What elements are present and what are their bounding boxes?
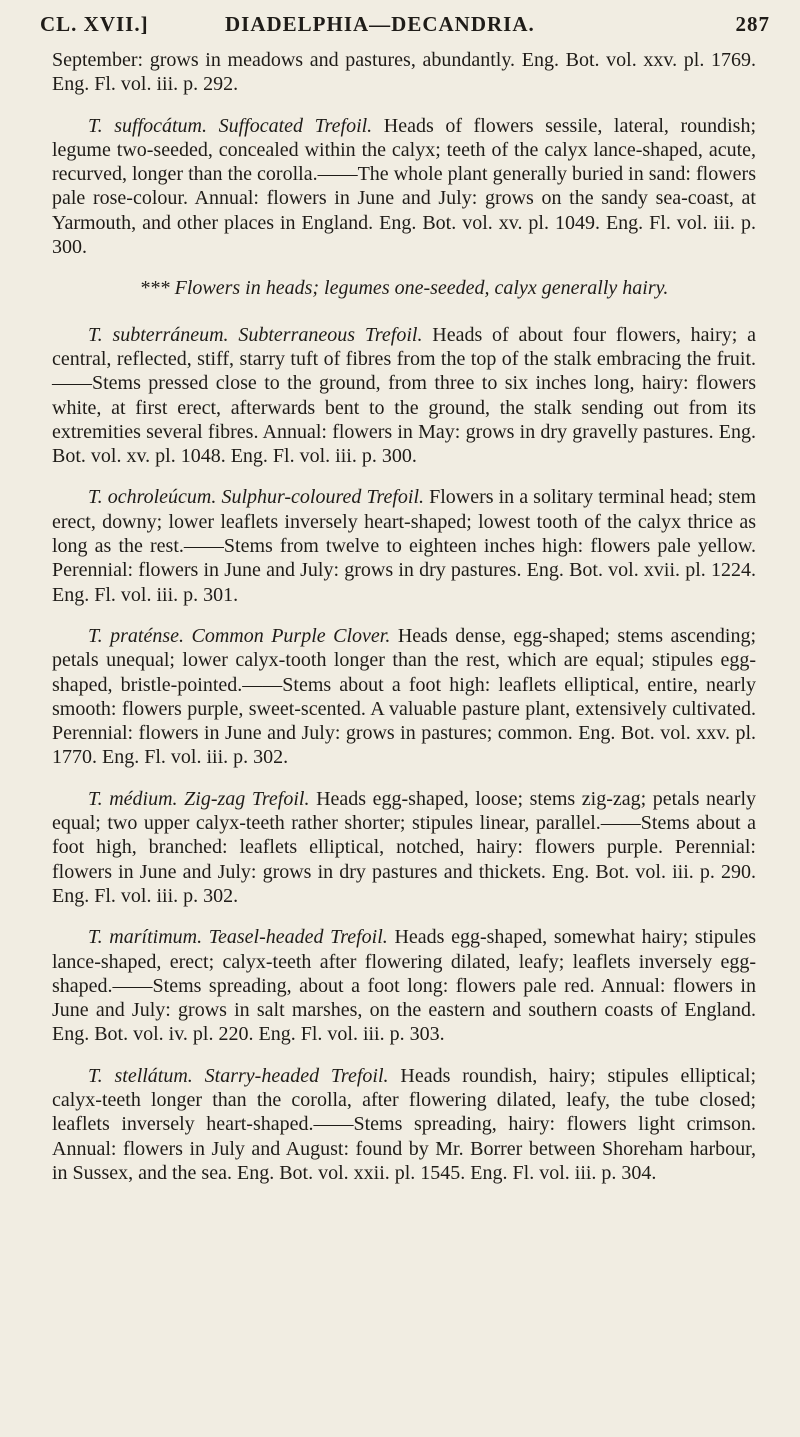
species-name: T. médium. <box>88 787 178 810</box>
description: Flowers in a solitary terminal head; stem erect, downy; lower leaflets inversely heart-shaped; lowest tooth of the calyx thrice as long as the rest.——Stems from twelve to eighteen inches high: flowers pale yellow. Perennial: flowers in June and July: grows in dry pastures. Eng. Bot. vol. xvii. pl. 1224. Eng. Fl. vol. iii. p. 301. <box>52 486 757 606</box>
entry-ochroleucum <box>52 485 756 606</box>
divider-text: *** Flowers in heads; legumes one-seeded, calyx generally hairy. <box>139 277 669 300</box>
paragraph-intro <box>52 48 756 97</box>
common-name: Suffocated Trefoil. <box>218 114 373 137</box>
description: Heads egg-shaped, loose; stems zig-zag; petals nearly equal; two upper calyx-teeth rather shorter; stipules linear, parallel.——Stems about a foot high, branched: leaflets elliptical, notched, hairy: flowers purple. Perennial: flowers in June and July: grows in dry pastures and thickets. Eng. Bot. vol. iii. p. 290. Eng. Fl. vol. iii. p. 302. <box>52 787 756 907</box>
entry-pratense <box>52 624 756 770</box>
section-divider <box>52 276 756 300</box>
entry-medium <box>52 787 756 908</box>
common-name: Starry-headed Trefoil. <box>204 1064 389 1087</box>
species-name: T. ochroleúcum. <box>88 486 217 509</box>
description: Heads egg-shaped, somewhat hairy; stipules lance-shaped, erect; calyx-teeth after flowering dilated, leafy; leaflets inversely egg-shaped.——Stems spreading, about a foot long: flowers pale red. Annual: flowers in June and July: grows in salt marshes, on the eastern and southern coasts of England. Eng. Bot. vol. iv. pl. 220. Eng. Fl. vol. iii. p. 303. <box>52 926 756 1046</box>
page-number: 287 <box>735 12 770 36</box>
species-name: T. stellátum. <box>88 1064 193 1087</box>
species-name: T. marítimum. <box>88 926 203 949</box>
common-name: Teasel-headed Trefoil. <box>208 926 388 949</box>
common-name: Sulphur-coloured Trefoil. <box>221 486 425 509</box>
description: Heads of flowers sessile, lateral, roundish; legume two-seeded, concealed within the calyx; teeth of the calyx lance-shaped, acute, recurved, longer than the corolla.——The whole plant generally buried in sand: flowers pale rose-colour. Annual: flowers in June and July: grows on the sandy sea-coast, at Yarmouth, and other places in England. Eng. Bot. vol. xv. pl. 1049. Eng. Fl. vol. iii. p. 300. <box>52 114 757 259</box>
running-head <box>40 12 770 42</box>
description: Heads roundish, hairy; stipules elliptical; calyx-teeth longer than the corolla, after flowering dilated, leafy, the tube closed; leaflets inversely heart-shaped.——Stems spreading, hairy: flowers light crimson. Annual: flowers in July and August: found by Mr. Borrer between Shoreham harbour, in Sussex, and the sea. Eng. Bot. vol. xxii. pl. 1545. Eng. Fl. vol. iii. p. 304. <box>52 1064 757 1184</box>
common-name: Subterraneous Trefoil. <box>238 323 423 346</box>
entry-suffocatum <box>52 114 756 260</box>
common-name: Zig-zag Trefoil. <box>184 787 310 810</box>
species-name: T. praténse. <box>88 624 184 647</box>
entry-maritimum <box>52 925 756 1046</box>
description: Heads dense, egg-shaped; stems ascending; petals unequal; lower calyx-tooth longer than the rest, which are equal; stipules egg-shaped, bristle-pointed.——Stems about a foot high: leaflets elliptical, entire, nearly smooth: flowers purple, sweet-scented. A valuable pasture plant, extensively cultivated. Perennial: flowers in June and July: grows in pastures; common. Eng. Bot. vol. xxv. pl. 1770. Eng. Fl. vol. iii. p. 302. <box>52 624 756 769</box>
section-heading: DIADELPHIA—DECANDRIA. <box>225 12 535 36</box>
species-name: T. suffocátum. <box>88 114 207 137</box>
paragraph-text: September: grows in meadows and pastures, abundantly. Eng. Bot. vol. xxv. pl. 1769. Eng. Fl. vol. iii. p. 292. <box>52 49 756 96</box>
class-heading: CL. XVII.] <box>40 12 149 36</box>
description: Heads of about four flowers, hairy; a central, reflected, stiff, starry tuft of fibres from the top of the stalk embracing the fruit.——Stems pressed close to the ground, from three to six inches long, hairy: flowers white, at first erect, afterwards bent to the ground, the stalk sending out from its extremities several fibres. Annual: flowers in May: grows in dry gravelly pastures. Eng. Bot. vol. xv. pl. 1048. Eng. Fl. vol. iii. p. 300. <box>52 323 757 468</box>
entry-stellatum <box>52 1064 756 1185</box>
common-name: Common Purple Clover. <box>191 624 391 647</box>
entry-subterraneum <box>52 323 756 469</box>
body-text <box>52 48 756 1202</box>
species-name: T. subterráneum. <box>88 323 229 346</box>
